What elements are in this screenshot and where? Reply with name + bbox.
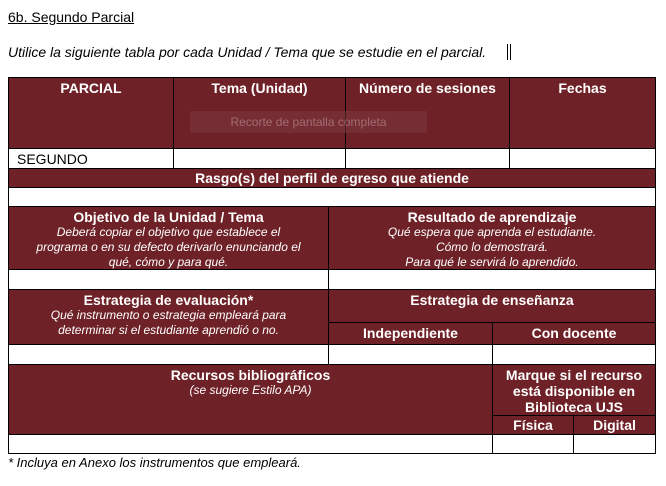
resultado-desc-3: Para qué le servirá lo aprendido. [405, 255, 579, 269]
biblioteca-line-1: Marque si el recurso [505, 367, 643, 383]
digital-value-cell[interactable] [573, 434, 656, 454]
footnote: * Incluya en Anexo los instrumentos que empleará. [8, 455, 301, 470]
text-cursor-icon [507, 44, 511, 60]
fisica-value-cell[interactable] [492, 434, 574, 454]
objetivo-header [8, 206, 329, 270]
objetivo-desc-1: Deberá copiar el objetivo que establece el [56, 225, 281, 239]
biblioteca-header [492, 364, 656, 416]
header-fechas: Fechas [509, 77, 656, 149]
independiente-value-cell[interactable] [328, 344, 493, 365]
digital-header: Digital [573, 415, 656, 435]
header-parcial: PARCIAL [8, 77, 174, 149]
evaluacion-desc-2: determinar si el estudiante aprendió o no. [58, 323, 279, 337]
recursos-value-cell[interactable] [8, 434, 493, 454]
parcial-value-cell[interactable]: SEGUNDO [8, 148, 174, 169]
objetivo-desc-2: programa o en su defecto derivarlo enunciando el [36, 240, 301, 254]
section-title: 6b. Segundo Parcial [8, 9, 135, 25]
biblioteca-line-2: está disponible en [512, 383, 636, 399]
con-docente-header: Con docente [492, 322, 656, 345]
recursos-header [8, 364, 493, 435]
evaluacion-header [8, 289, 329, 345]
resultado-desc-2: Cómo lo demostrará. [435, 240, 549, 254]
objetivo-desc-3: qué, cómo y para qué. [108, 255, 229, 269]
rasgos-value-cell[interactable] [8, 187, 656, 207]
resultado-title: Resultado de aprendizaje [407, 209, 577, 225]
header-sesiones: Número de sesiones [345, 77, 510, 149]
fisica-header: Física [492, 415, 574, 435]
sesiones-value-cell[interactable] [345, 148, 510, 169]
evaluacion-value-cell[interactable] [8, 344, 329, 365]
recursos-title: Recursos bibliográficos [170, 367, 331, 383]
biblioteca-line-3: Biblioteca UJS [524, 399, 624, 415]
fechas-value-cell[interactable] [509, 148, 656, 169]
resultado-value-cell[interactable] [328, 269, 656, 290]
evaluacion-desc-1: Qué instrumento o estrategia empleará para [50, 308, 287, 322]
screenshot-tooltip: Recorte de pantalla completa [190, 111, 427, 133]
resultado-header [328, 206, 656, 270]
rasgos-header: Rasgo(s) del perfil de egreso que atiende [8, 168, 656, 188]
ensenanza-header: Estrategia de enseñanza [328, 289, 656, 323]
instruction-text: Utilice la siguiente tabla por cada Unidad / Tema que se estudie en el parcial. [8, 44, 487, 60]
evaluacion-title: Estrategia de evaluación* [83, 292, 254, 308]
header-tema: Tema (Unidad) [173, 77, 346, 149]
resultado-desc-1: Qué espera que aprenda el estudiante. [387, 225, 597, 239]
objetivo-value-cell[interactable] [8, 269, 329, 290]
con-docente-value-cell[interactable] [492, 344, 656, 365]
tema-value-cell[interactable] [173, 148, 346, 169]
objetivo-title: Objetivo de la Unidad / Tema [73, 209, 264, 225]
recursos-hint: (se sugiere Estilo APA) [189, 383, 312, 397]
independiente-header: Independiente [328, 322, 493, 345]
